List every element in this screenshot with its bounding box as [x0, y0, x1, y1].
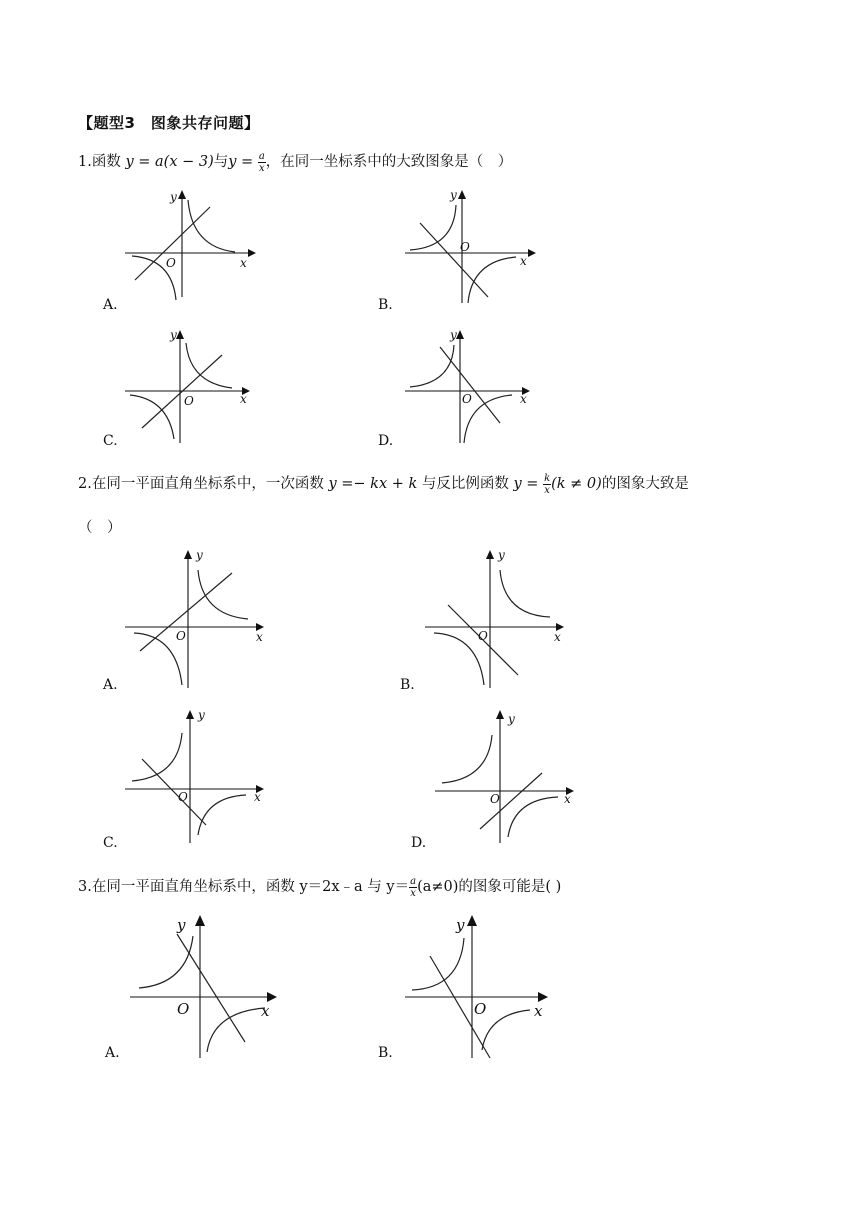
- q1-graph-b: [400, 185, 540, 305]
- section-heading: 【题型3 图象共存问题】: [78, 114, 260, 132]
- q1-mid: 与: [213, 154, 229, 170]
- svg-text:O: O: [478, 629, 488, 643]
- q1-suffix: ，在同一坐标系中的大致图象是（ ）: [265, 154, 513, 170]
- svg-text:O: O: [166, 256, 176, 270]
- svg-text:O: O: [176, 629, 186, 643]
- q1-graph-d: [400, 325, 540, 445]
- svg-text:y: y: [170, 190, 177, 204]
- q2-inverse-lhs: y =: [513, 476, 539, 492]
- question-2: [78, 472, 689, 496]
- q3-option-b[interactable]: B.: [378, 1045, 393, 1061]
- q1-prefix: 1.函数: [78, 154, 121, 170]
- q1-graph-a: [120, 185, 260, 300]
- svg-text:x: x: [240, 392, 247, 406]
- svg-text:x: x: [254, 790, 261, 804]
- svg-text:y: y: [450, 328, 457, 342]
- q2-graph-d: [430, 705, 580, 845]
- q3-graph-b: [400, 910, 560, 1060]
- svg-text:y: y: [177, 916, 186, 934]
- svg-text:x: x: [554, 630, 561, 644]
- q2-suffix: 的图象大致是: [601, 476, 689, 492]
- svg-text:O: O: [177, 1000, 190, 1018]
- svg-text:O: O: [178, 790, 188, 804]
- q2-condition: (k ≠ 0): [551, 476, 602, 492]
- q2-option-c[interactable]: C.: [103, 835, 118, 851]
- q2-answer-blank: （ ）: [78, 520, 122, 536]
- q2-graph-a: [120, 545, 270, 690]
- svg-text:x: x: [261, 1002, 270, 1020]
- question-3: [78, 875, 561, 899]
- q2-mid: 与反比例函数: [421, 476, 509, 492]
- q3-fraction: $\frac{a}{x}$: [410, 875, 417, 899]
- svg-text:y: y: [498, 548, 505, 562]
- svg-text:x: x: [520, 392, 527, 406]
- svg-text:x: x: [534, 1002, 543, 1020]
- svg-text:y: y: [170, 328, 177, 342]
- q3-graph-a: [125, 910, 285, 1060]
- q2-fraction: $\frac{k}{x}$: [544, 472, 551, 496]
- svg-text:y: y: [196, 548, 203, 562]
- q2-graph-c: [120, 705, 270, 845]
- q2-graph-b: [420, 545, 570, 690]
- svg-text:y: y: [508, 712, 515, 726]
- q1-linear-expr: y = a(x − 3): [125, 154, 214, 170]
- q2-option-d[interactable]: D.: [411, 835, 427, 851]
- q1-option-b[interactable]: B.: [378, 297, 393, 313]
- svg-text:O: O: [460, 240, 470, 254]
- q1-option-a[interactable]: A.: [103, 297, 118, 313]
- q2-prefix: 2.在同一平面直角坐标系中，一次函数: [78, 476, 324, 492]
- q3-suffix: (a≠0)的图象可能是( ): [417, 879, 562, 895]
- q2-linear-expr: y =− kx + k: [328, 476, 418, 492]
- svg-text:y: y: [456, 916, 465, 934]
- q1-inverse-lhs: y =: [228, 154, 254, 170]
- question-1: [78, 150, 512, 174]
- q3-option-a[interactable]: A.: [105, 1045, 120, 1061]
- q2-option-a[interactable]: A.: [103, 677, 118, 693]
- svg-text:y: y: [450, 188, 457, 202]
- svg-text:x: x: [520, 254, 527, 268]
- q1-fraction: $\frac{a}{x}$: [258, 150, 265, 174]
- q1-graph-c: [120, 325, 260, 445]
- q1-option-c[interactable]: C.: [103, 433, 118, 449]
- svg-text:x: x: [240, 256, 247, 270]
- svg-text:O: O: [462, 392, 472, 406]
- q3-prefix: 3.在同一平面直角坐标系中，函数 y＝2x﹣a 与 y＝: [78, 879, 410, 895]
- svg-text:x: x: [256, 630, 263, 644]
- svg-text:O: O: [490, 792, 500, 806]
- svg-text:O: O: [474, 1000, 487, 1018]
- svg-text:x: x: [564, 792, 571, 806]
- q2-option-b[interactable]: B.: [400, 677, 415, 693]
- q1-option-d[interactable]: D.: [378, 433, 394, 449]
- svg-text:O: O: [184, 394, 194, 408]
- svg-text:y: y: [198, 708, 205, 722]
